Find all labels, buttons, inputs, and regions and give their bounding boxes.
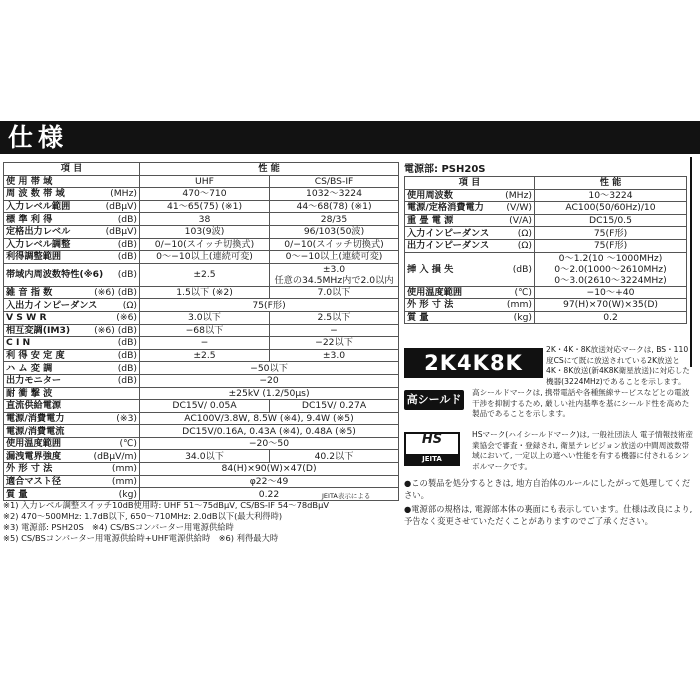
column-uhf: UHF: [140, 175, 270, 188]
row-label-cell: [4, 475, 140, 488]
table-row: [4, 311, 399, 324]
row-label-cell: [4, 349, 140, 362]
row-label-cell: [405, 311, 535, 324]
row-unit: (dBμV/m): [93, 450, 137, 462]
value-line: 任意の34.5MHz内で2.0以内: [274, 274, 394, 286]
table-row: [4, 263, 399, 286]
row-label: 出力モニター: [6, 375, 62, 387]
header-performance: 性 能: [535, 177, 687, 190]
power-unit-title: 電源部: PSH20S: [404, 164, 486, 175]
value-uhf: −68以下: [140, 324, 270, 337]
value-csbs: 0〜−10以上(連続可変): [270, 251, 399, 264]
row-label-cell: [405, 227, 535, 240]
value-uhf: 3.0以下: [140, 311, 270, 324]
row-unit: (dB): [117, 251, 137, 263]
row-label-cell: [4, 251, 140, 264]
value-csbs: −22以下: [270, 337, 399, 350]
value-uhf: −: [140, 337, 270, 350]
value-uhf: 0〜−10以上(連続可変): [140, 251, 270, 264]
value-cell: AC100(50/60Hz)/10: [535, 202, 687, 215]
value-cell: −10〜+40: [535, 286, 687, 299]
value-line: 0〜3.0(2610〜3224MHz): [554, 274, 667, 286]
column-csbs: CS/BS-IF: [270, 175, 399, 188]
value-csbs: 0/−10(スイッチ切換式): [270, 238, 399, 251]
row-label-cell: [405, 252, 535, 286]
value-cell: 84(H)×90(W)×47(D): [140, 463, 399, 476]
row-label-cell: [4, 437, 140, 450]
value-line: 0〜2.0(1000〜2610MHz): [554, 263, 667, 275]
footnotes: [3, 500, 329, 544]
row-unit: (dB): [117, 269, 137, 281]
row-label: 周 波 数 帯 域: [6, 188, 65, 200]
row-unit: (V/A): [509, 215, 532, 227]
row-unit: (MHz): [505, 189, 532, 201]
note-item: ●電源部の規格は, 電源部本体の裏面にも表示しています。仕様は改良により, 予告なく変更させていただくことがありますのでご了承ください。: [404, 504, 693, 526]
value-csbs: 96/103(50波): [270, 225, 399, 238]
row-label: 利 得 安 定 度: [6, 350, 65, 362]
table-row: [4, 188, 399, 201]
row-unit: (dB): [117, 350, 137, 362]
row-label: 質 量: [407, 312, 429, 324]
value-uhf: 38: [140, 213, 270, 226]
value-csbs: DC15V/ 0.27A: [270, 400, 399, 413]
value-csbs: 7.0以下: [270, 286, 399, 299]
row-label: 標 準 利 得: [6, 213, 53, 225]
table-row: [4, 225, 399, 238]
row-unit: (mm): [111, 463, 137, 475]
row-label-cell: [405, 189, 535, 202]
disposal-notes: [404, 478, 694, 530]
value-uhf: ±2.5: [140, 349, 270, 362]
row-label: 重 畳 電 源: [407, 215, 454, 227]
value-cell: 97(H)×70(W)×35(D): [535, 299, 687, 312]
table-row: [405, 252, 687, 286]
row-label: 挿 入 損 失: [407, 263, 454, 275]
value-uhf: 41〜65(75) (※1): [140, 200, 270, 213]
4k8k-logo: 2K4K8K: [404, 348, 543, 378]
table-row: [4, 400, 399, 413]
table-row: [4, 475, 399, 488]
row-label: 定格出力レベル: [6, 226, 71, 238]
value-cell: 10〜3224: [535, 189, 687, 202]
row-label-cell: [405, 299, 535, 312]
mark-description: HSマーク(ハイシールドマーク)は, 一般社団法人 電子情報技術産業協会で審査・登録され, 衛星テレビジョン放送の中間周波数帯域において, 一定以上の遮へい性能を有する機器に付されるシンボルマークです。: [472, 430, 693, 471]
mark-high-shield: [404, 388, 694, 428]
table-row: [4, 337, 399, 350]
row-label-cell: [405, 202, 535, 215]
table-row: [4, 425, 399, 438]
row-label-cell: [405, 286, 535, 299]
table-row: [405, 299, 687, 312]
hs-label: HS: [421, 432, 443, 447]
row-label: V S W R: [6, 312, 47, 324]
row-label-cell: [4, 311, 140, 324]
row-label-cell: [4, 238, 140, 251]
table-row: [4, 299, 399, 312]
row-label: 帯域内周波数特性(※6): [6, 269, 104, 281]
row-label-cell: [4, 425, 140, 438]
value-cell: 75(F形): [140, 299, 399, 312]
row-unit: (dB): [512, 263, 532, 275]
table-row: [4, 251, 399, 264]
section-title: 仕様: [8, 123, 69, 152]
row-label-cell: [4, 488, 140, 501]
row-label: 入力レベル範囲: [6, 201, 71, 213]
row-label: 入出力インピーダンス: [6, 299, 98, 311]
section-header: [0, 121, 700, 154]
table-row: [4, 200, 399, 213]
table-row: [405, 311, 687, 324]
value-uhf: 470〜710: [140, 188, 270, 201]
value-cell: −50以下: [140, 362, 399, 375]
row-label: 相互変調(IM3): [6, 324, 71, 336]
value-uhf: 0/−10(スイッチ切換式): [140, 238, 270, 251]
row-unit: (Ω): [517, 227, 532, 239]
value-csbs: 44〜68(78) (※1): [270, 200, 399, 213]
row-label: 使用周波数: [407, 189, 453, 201]
footnote: ※1) 入力レベル調整スイッチ10dB使用時: UHF 51〜75dBμV, CS/BS-IF 54〜78dBμV: [3, 500, 330, 510]
value-cell: −20: [140, 374, 399, 387]
divider: [690, 157, 692, 367]
row-label-cell: [4, 412, 140, 425]
mark-description: 2K・4K・8K放送対応マークは, BS・110度CSにて既に放送されている2K放送と4K・8K放送(新4K8K衛星放送)に対応した機器(3224MHz)であることを示します。: [546, 345, 690, 386]
mark-hs: [404, 430, 694, 476]
value-uhf: 1.5以下 (※2): [140, 286, 270, 299]
table-header-row: [4, 163, 399, 176]
table-row: [4, 286, 399, 299]
table-row: [4, 463, 399, 476]
value-csbs: 2.5以下: [270, 311, 399, 324]
table-row: [4, 175, 399, 188]
row-unit: (dB): [117, 375, 137, 387]
table-row: [4, 412, 399, 425]
power-unit-table: [404, 176, 687, 324]
row-label-cell: [4, 213, 140, 226]
row-label: 外 形 寸 法: [6, 463, 53, 475]
row-unit: (Ω): [517, 240, 532, 252]
table-row: [4, 324, 399, 337]
row-label-cell: [4, 374, 140, 387]
row-label: 質 量: [6, 488, 28, 500]
table-row: [4, 387, 399, 400]
value-cell: 0.2: [535, 311, 687, 324]
row-unit: (mm): [111, 475, 137, 487]
table-row: [4, 362, 399, 375]
row-label: 使 用 帯 域: [6, 175, 53, 187]
row-label: 外 形 寸 法: [407, 299, 454, 311]
jeita-label: JEITA: [406, 454, 458, 464]
row-label-cell: [4, 362, 140, 375]
row-unit: (※6) (dB): [94, 287, 137, 299]
row-label: 耐 衝 撃 波: [6, 387, 53, 399]
row-unit: (Ω): [122, 299, 137, 311]
value-cell: 75(F形): [535, 227, 687, 240]
row-unit: (dBμV): [105, 226, 137, 238]
row-label: 漏洩電界強度: [6, 450, 62, 462]
high-shield-logo: 高シールド: [404, 390, 464, 410]
table-row: [4, 437, 399, 450]
value-cell: −20〜50: [140, 437, 399, 450]
table-row: [4, 450, 399, 463]
row-unit: (V/W): [506, 202, 532, 214]
value-cell: DC15/0.5: [535, 214, 687, 227]
row-label-cell: [4, 450, 140, 463]
table-header-row: [405, 177, 687, 190]
value-cell: φ22〜49: [140, 475, 399, 488]
row-label: 入力インピーダンス: [407, 227, 490, 239]
row-label: ハ ム 変 調: [6, 362, 53, 374]
row-label: 雑 音 指 数: [6, 287, 53, 299]
row-label-cell: [405, 214, 535, 227]
row-unit: (dB): [117, 213, 137, 225]
note-item: ●この製品を処分するときは, 地方自治体のルールにしたがって処理してください。: [404, 478, 691, 500]
table-row: [4, 238, 399, 251]
hs-jeita-logo: [404, 432, 460, 466]
row-label-cell: [4, 400, 140, 413]
value-csbs: ±3.0: [270, 349, 399, 362]
row-label: 利得調整範囲: [6, 251, 62, 263]
value-cell: DC15V/0.16A, 0.43A (※4), 0.48A (※5): [140, 425, 399, 438]
table-row: [405, 239, 687, 252]
table-row: [4, 213, 399, 226]
table-row: [405, 227, 687, 240]
table-row: [405, 214, 687, 227]
value-csbs: 40.2以下: [270, 450, 399, 463]
row-unit: (dB): [117, 238, 137, 250]
value-csbs: 1032〜3224: [270, 188, 399, 201]
row-unit: (dB): [117, 337, 137, 349]
value-cell: AC100V/3.8W, 8.5W (※4), 9.4W (※5): [140, 412, 399, 425]
row-label: C I N: [6, 337, 31, 349]
row-label-cell: [4, 387, 140, 400]
value-uhf: ±2.5: [140, 263, 270, 286]
row-unit: (kg): [513, 312, 532, 324]
value-cell: 0.22: [140, 488, 399, 501]
table-row: [405, 189, 687, 202]
row-label-cell: [4, 463, 140, 476]
main-spec-table: [3, 162, 399, 501]
value-cell: [535, 252, 687, 286]
footnote: ※2) 470〜500MHz: 1.7dB以下, 650〜710MHz: 2.0dB以下(最大利得時): [3, 511, 283, 521]
row-label: 直流供給電源: [6, 400, 62, 412]
row-label: 電源/定格消費電力: [407, 202, 484, 214]
row-label: 使用温度範囲: [6, 438, 62, 450]
row-label-cell: [4, 299, 140, 312]
row-label-cell: [4, 337, 140, 350]
value-csbs: 28/35: [270, 213, 399, 226]
value-cell: 75(F形): [535, 239, 687, 252]
value-line: ±3.0: [322, 263, 346, 275]
value-csbs: −: [270, 324, 399, 337]
row-unit: (dB): [117, 362, 137, 374]
header-item: 項 目: [405, 177, 535, 190]
row-label: 入力レベル調整: [6, 238, 71, 250]
header-item: 項 目: [4, 163, 140, 176]
mark-4k8k: [404, 345, 694, 385]
row-unit: (※6) (dB): [94, 324, 137, 336]
table-row: [405, 286, 687, 299]
row-label-cell: [4, 324, 140, 337]
row-label: 適合マスト径: [6, 475, 62, 487]
row-unit: (※6): [116, 312, 137, 324]
value-uhf: 34.0以下: [140, 450, 270, 463]
value-line: 0〜1.2(10 〜1000MHz): [558, 252, 663, 264]
table-row: [4, 374, 399, 387]
value-cell: ±25kV (1.2/50μs): [140, 387, 399, 400]
table-row: [4, 349, 399, 362]
footnote: ※5) CS/BSコンバーター用電源供給時+UHF電源供給時 ※6) 利得最大時: [3, 533, 279, 543]
jeita-note: JEITA表示による: [322, 492, 371, 500]
value-uhf: 103(9波): [140, 225, 270, 238]
value-csbs: [270, 263, 399, 286]
row-label-cell: [4, 225, 140, 238]
row-label-cell: [4, 286, 140, 299]
row-label: 出力インピーダンス: [407, 240, 490, 252]
row-label: 電源/消費電力: [6, 412, 65, 424]
row-label-cell: [4, 200, 140, 213]
row-unit: (mm): [506, 299, 532, 311]
table-row: [405, 202, 687, 215]
row-unit: (dBμV): [105, 201, 137, 213]
row-label: 使用温度範囲: [407, 286, 463, 298]
row-unit: (※3): [116, 412, 137, 424]
row-unit: (kg): [118, 488, 137, 500]
row-label-cell: [4, 175, 140, 188]
mark-description: 高シールドマークは, 携帯電話や各種無線サービスなどとの電波干渉を抑制するため, 厳しい社内基準を基にシールド性を高めた製品であることを示します。: [472, 388, 690, 418]
row-label-cell: [405, 239, 535, 252]
footnote: ※3) 電源部: PSH20S ※4) CS/BSコンバーター用電源供給時: [3, 522, 234, 532]
header-performance: 性 能: [140, 163, 399, 176]
row-label: 電源/消費電流: [6, 425, 65, 437]
row-unit: (MHz): [110, 188, 137, 200]
row-label-cell: [4, 263, 140, 286]
row-unit: (℃): [514, 286, 532, 298]
value-uhf: DC15V/ 0.05A: [140, 400, 270, 413]
row-unit: (℃): [119, 438, 137, 450]
row-label-cell: [4, 188, 140, 201]
